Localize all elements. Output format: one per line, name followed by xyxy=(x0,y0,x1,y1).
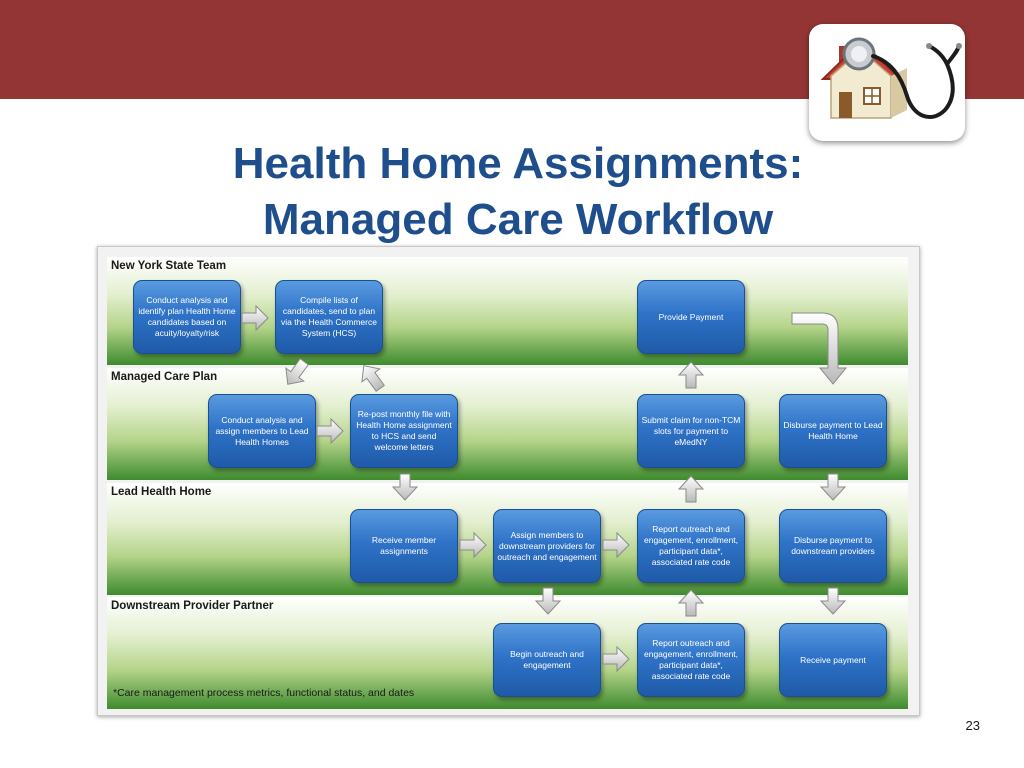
node-report-downstream: Report outreach and engagement, enrollment, participant data*, associated rate code xyxy=(637,623,745,697)
title-line-1: Health Home Assignments: xyxy=(232,139,804,188)
node-report-lead: Report outreach and engagement, enrollment, participant data*, associated rate code xyxy=(637,509,745,583)
node-begin-outreach: Begin outreach and engagement xyxy=(493,623,601,697)
node-conduct-analysis-identify: Conduct analysis and identify plan Health Home candidates based on acuity/loyalty/risk xyxy=(133,280,241,354)
house-stethoscope-icon xyxy=(809,24,965,141)
title-line-2: Managed Care Workflow xyxy=(262,195,774,244)
node-receive-assignments: Receive member assignments xyxy=(350,509,458,583)
node-assign-downstream: Assign members to downstream providers for outreach and engagement xyxy=(493,509,601,583)
node-submit-claim: Submit claim for non-TCM slots for payment to eMedNY xyxy=(637,394,745,468)
page-title xyxy=(130,136,906,248)
lane-label: New York State Team xyxy=(111,260,227,272)
lane-label: Lead Health Home xyxy=(111,486,212,498)
node-re-post-monthly: Re-post monthly file with Health Home assignment to HCS and send welcome letters xyxy=(350,394,458,468)
page-number: 23 xyxy=(965,718,980,733)
lane-label: Managed Care Plan xyxy=(111,371,218,383)
node-disburse-to-lead: Disburse payment to Lead Health Home xyxy=(779,394,887,468)
workflow-diagram xyxy=(97,246,920,716)
node-compile-lists: Compile lists of candidates, send to plan via the Health Commerce System (HCS) xyxy=(275,280,383,354)
node-conduct-analysis-assign: Conduct analysis and assign members to Lead Health Homes xyxy=(208,394,316,468)
footnote: *Care management process metrics, functional status, and dates xyxy=(113,687,415,699)
node-provide-payment: Provide Payment xyxy=(637,280,745,354)
lane-label: Downstream Provider Partner xyxy=(111,600,274,612)
node-receive-payment: Receive payment xyxy=(779,623,887,697)
node-disburse-to-downstream: Disburse payment to downstream providers xyxy=(779,509,887,583)
house-stethoscope-icon-graphic xyxy=(809,24,965,141)
